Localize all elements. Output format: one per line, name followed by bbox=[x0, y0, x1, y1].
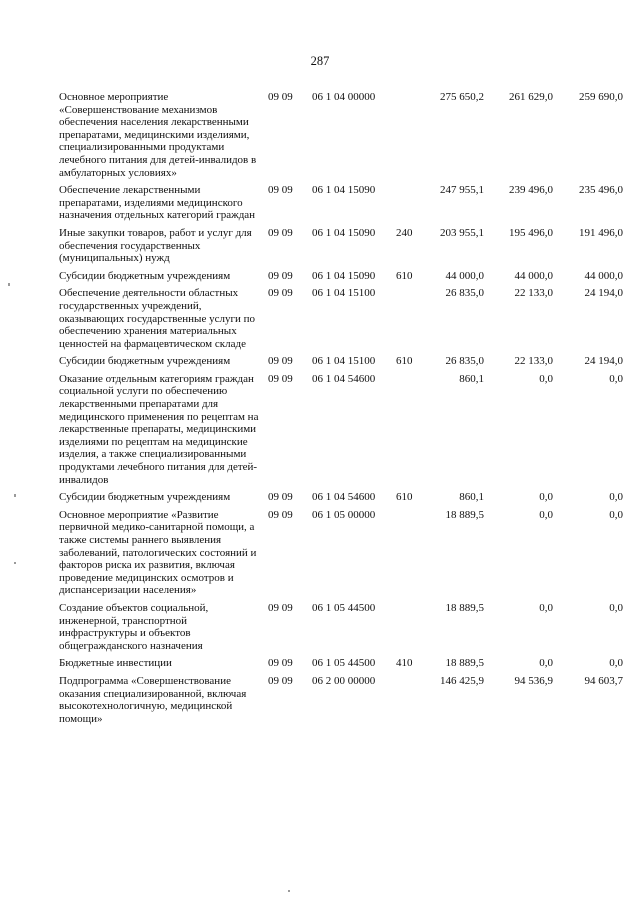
item-name: Субсидии бюджетным учреждениям bbox=[59, 269, 231, 282]
target-article-code: 06 1 04 15090 bbox=[312, 226, 376, 239]
item-name: Субсидии бюджетным учреждениям bbox=[59, 355, 231, 368]
amount-year-1: 18 889,5 bbox=[445, 508, 484, 521]
table-row bbox=[59, 491, 623, 504]
section-code: 09 09 bbox=[268, 372, 293, 385]
amount-year-2: 0,0 bbox=[539, 508, 553, 521]
amount-year-1: 18 889,5 bbox=[445, 657, 484, 670]
table-row bbox=[59, 674, 623, 725]
amount-year-3: 44 000,0 bbox=[584, 269, 623, 282]
section-code: 09 09 bbox=[268, 226, 293, 239]
amount-year-1: 26 835,0 bbox=[445, 355, 484, 368]
target-article-code: 06 1 05 00000 bbox=[312, 508, 376, 521]
target-article-code: 06 1 04 54600 bbox=[312, 372, 376, 385]
amount-year-2: 22 133,0 bbox=[514, 287, 553, 300]
target-article-code: 06 1 05 44500 bbox=[312, 601, 376, 614]
amount-year-1: 860,1 bbox=[459, 491, 484, 504]
table-row bbox=[59, 355, 623, 368]
table-row bbox=[59, 91, 623, 179]
amount-year-1: 203 955,1 bbox=[440, 226, 484, 239]
amount-year-2: 239 496,0 bbox=[509, 184, 553, 197]
amount-year-3: 0,0 bbox=[609, 491, 623, 504]
table-row bbox=[59, 287, 623, 350]
item-name: Субсидии бюджетным учреждениям bbox=[59, 491, 231, 504]
section-code: 09 09 bbox=[268, 601, 293, 614]
section-code: 09 09 bbox=[268, 287, 293, 300]
amount-year-2: 0,0 bbox=[539, 372, 553, 385]
amount-year-3: 0,0 bbox=[609, 508, 623, 521]
item-name: Обеспечение деятельности областных государственных учреждений, оказывающих государственные услуги по обеспечению хранения материальных ценностей на фармацевтическом складе bbox=[59, 287, 255, 350]
section-code: 09 09 bbox=[268, 491, 293, 504]
item-name: Бюджетные инвестиции bbox=[59, 657, 172, 670]
scan-mark bbox=[14, 562, 16, 564]
amount-year-1: 860,1 bbox=[459, 372, 484, 385]
target-article-code: 06 1 04 54600 bbox=[312, 491, 376, 504]
target-article-code: 06 1 04 15090 bbox=[312, 184, 376, 197]
section-code: 09 09 bbox=[268, 674, 293, 687]
amount-year-2: 0,0 bbox=[539, 657, 553, 670]
target-article-code: 06 1 04 15100 bbox=[312, 355, 376, 368]
target-article-code: 06 2 00 00000 bbox=[312, 674, 376, 687]
amount-year-2: 94 536,9 bbox=[514, 674, 553, 687]
page-number: 287 bbox=[310, 54, 330, 68]
expense-type-code: 410 bbox=[396, 657, 413, 670]
amount-year-1: 26 835,0 bbox=[445, 287, 484, 300]
amount-year-2: 261 629,0 bbox=[509, 91, 553, 103]
scan-mark bbox=[288, 890, 290, 892]
target-article-code: 06 1 04 15090 bbox=[312, 269, 376, 282]
item-name: Иные закупки товаров, работ и услуг для обеспечения государственных (муниципальных) нужд bbox=[59, 226, 252, 265]
table-row bbox=[59, 269, 623, 283]
amount-year-2: 0,0 bbox=[539, 601, 553, 614]
target-article-code: 06 1 04 00000 bbox=[312, 91, 376, 103]
amount-year-1: 44 000,0 bbox=[445, 269, 484, 282]
table-row bbox=[59, 657, 623, 670]
budget-table bbox=[59, 91, 623, 730]
item-name: Подпрограмма «Совершенствование оказания специализированной, включая высокотехнологичную, медицинской помощи» bbox=[59, 674, 247, 725]
amount-year-1: 247 955,1 bbox=[440, 184, 484, 197]
amount-year-2: 195 496,0 bbox=[509, 226, 553, 239]
table-row bbox=[59, 508, 623, 597]
scan-mark bbox=[14, 494, 16, 497]
item-name: Создание объектов социальной, инженерной, транспортной инфраструктуры и объектов общегражданского назначения bbox=[59, 601, 209, 652]
amount-year-2: 44 000,0 bbox=[514, 269, 553, 282]
scan-mark bbox=[8, 283, 10, 286]
amount-year-1: 146 425,9 bbox=[440, 674, 484, 687]
section-code: 09 09 bbox=[268, 657, 293, 670]
item-name: Обеспечение лекарственными препаратами, изделиями медицинского назначения отдельных категорий граждан bbox=[59, 184, 256, 222]
table-row bbox=[59, 226, 623, 265]
section-code: 09 09 bbox=[268, 508, 293, 521]
amount-year-3: 235 496,0 bbox=[579, 184, 623, 197]
expense-type-code: 240 bbox=[396, 226, 413, 239]
item-name: Оказание отдельным категориям граждан социальной услуги по обеспечению лекарственными препаратами для медицинского применения по рецептам на лекарственные препараты, медицинскими изделиями по рецептам на медицинские изделия, а также специализированными продуктами лечебного питания для детей-инвалидов bbox=[59, 372, 259, 486]
amount-year-3: 94 603,7 bbox=[584, 674, 623, 687]
amount-year-2: 22 133,0 bbox=[514, 355, 553, 368]
item-name: Основное мероприятие «Развитие первичной медико-санитарной помощи, а также системы раннего выявления заболеваний, патологических состояний и факторов риска их развития, включая проведение медицинских осмотров и диспансеризации населения» bbox=[59, 508, 257, 597]
section-code: 09 09 bbox=[268, 355, 293, 368]
amount-year-3: 191 496,0 bbox=[579, 226, 623, 239]
section-code: 09 09 bbox=[268, 269, 293, 282]
item-name: Основное мероприятие «Совершенствование механизмов обеспечения населения лекарственными препаратами, медицинскими изделиями, специализированными продуктами лечебного питания для детей-инвалидов в амбулаторных условиях» bbox=[59, 91, 257, 179]
table-row bbox=[59, 184, 623, 222]
expense-type-code: 610 bbox=[396, 355, 413, 368]
amount-year-3: 24 194,0 bbox=[584, 355, 623, 368]
target-article-code: 06 1 05 44500 bbox=[312, 657, 376, 670]
table-row bbox=[59, 601, 623, 652]
amount-year-3: 0,0 bbox=[609, 601, 623, 614]
table-row bbox=[59, 372, 623, 486]
target-article-code: 06 1 04 15100 bbox=[312, 287, 376, 300]
amount-year-1: 275 650,2 bbox=[440, 91, 484, 103]
amount-year-1: 18 889,5 bbox=[445, 601, 484, 614]
expense-type-code: 610 bbox=[396, 269, 413, 282]
section-code: 09 09 bbox=[268, 91, 293, 103]
expense-type-code: 610 bbox=[396, 491, 413, 504]
section-code: 09 09 bbox=[268, 184, 293, 197]
amount-year-2: 0,0 bbox=[539, 491, 553, 504]
amount-year-3: 259 690,0 bbox=[579, 91, 623, 103]
amount-year-3: 0,0 bbox=[609, 372, 623, 385]
amount-year-3: 24 194,0 bbox=[584, 287, 623, 300]
amount-year-3: 0,0 bbox=[609, 657, 623, 670]
